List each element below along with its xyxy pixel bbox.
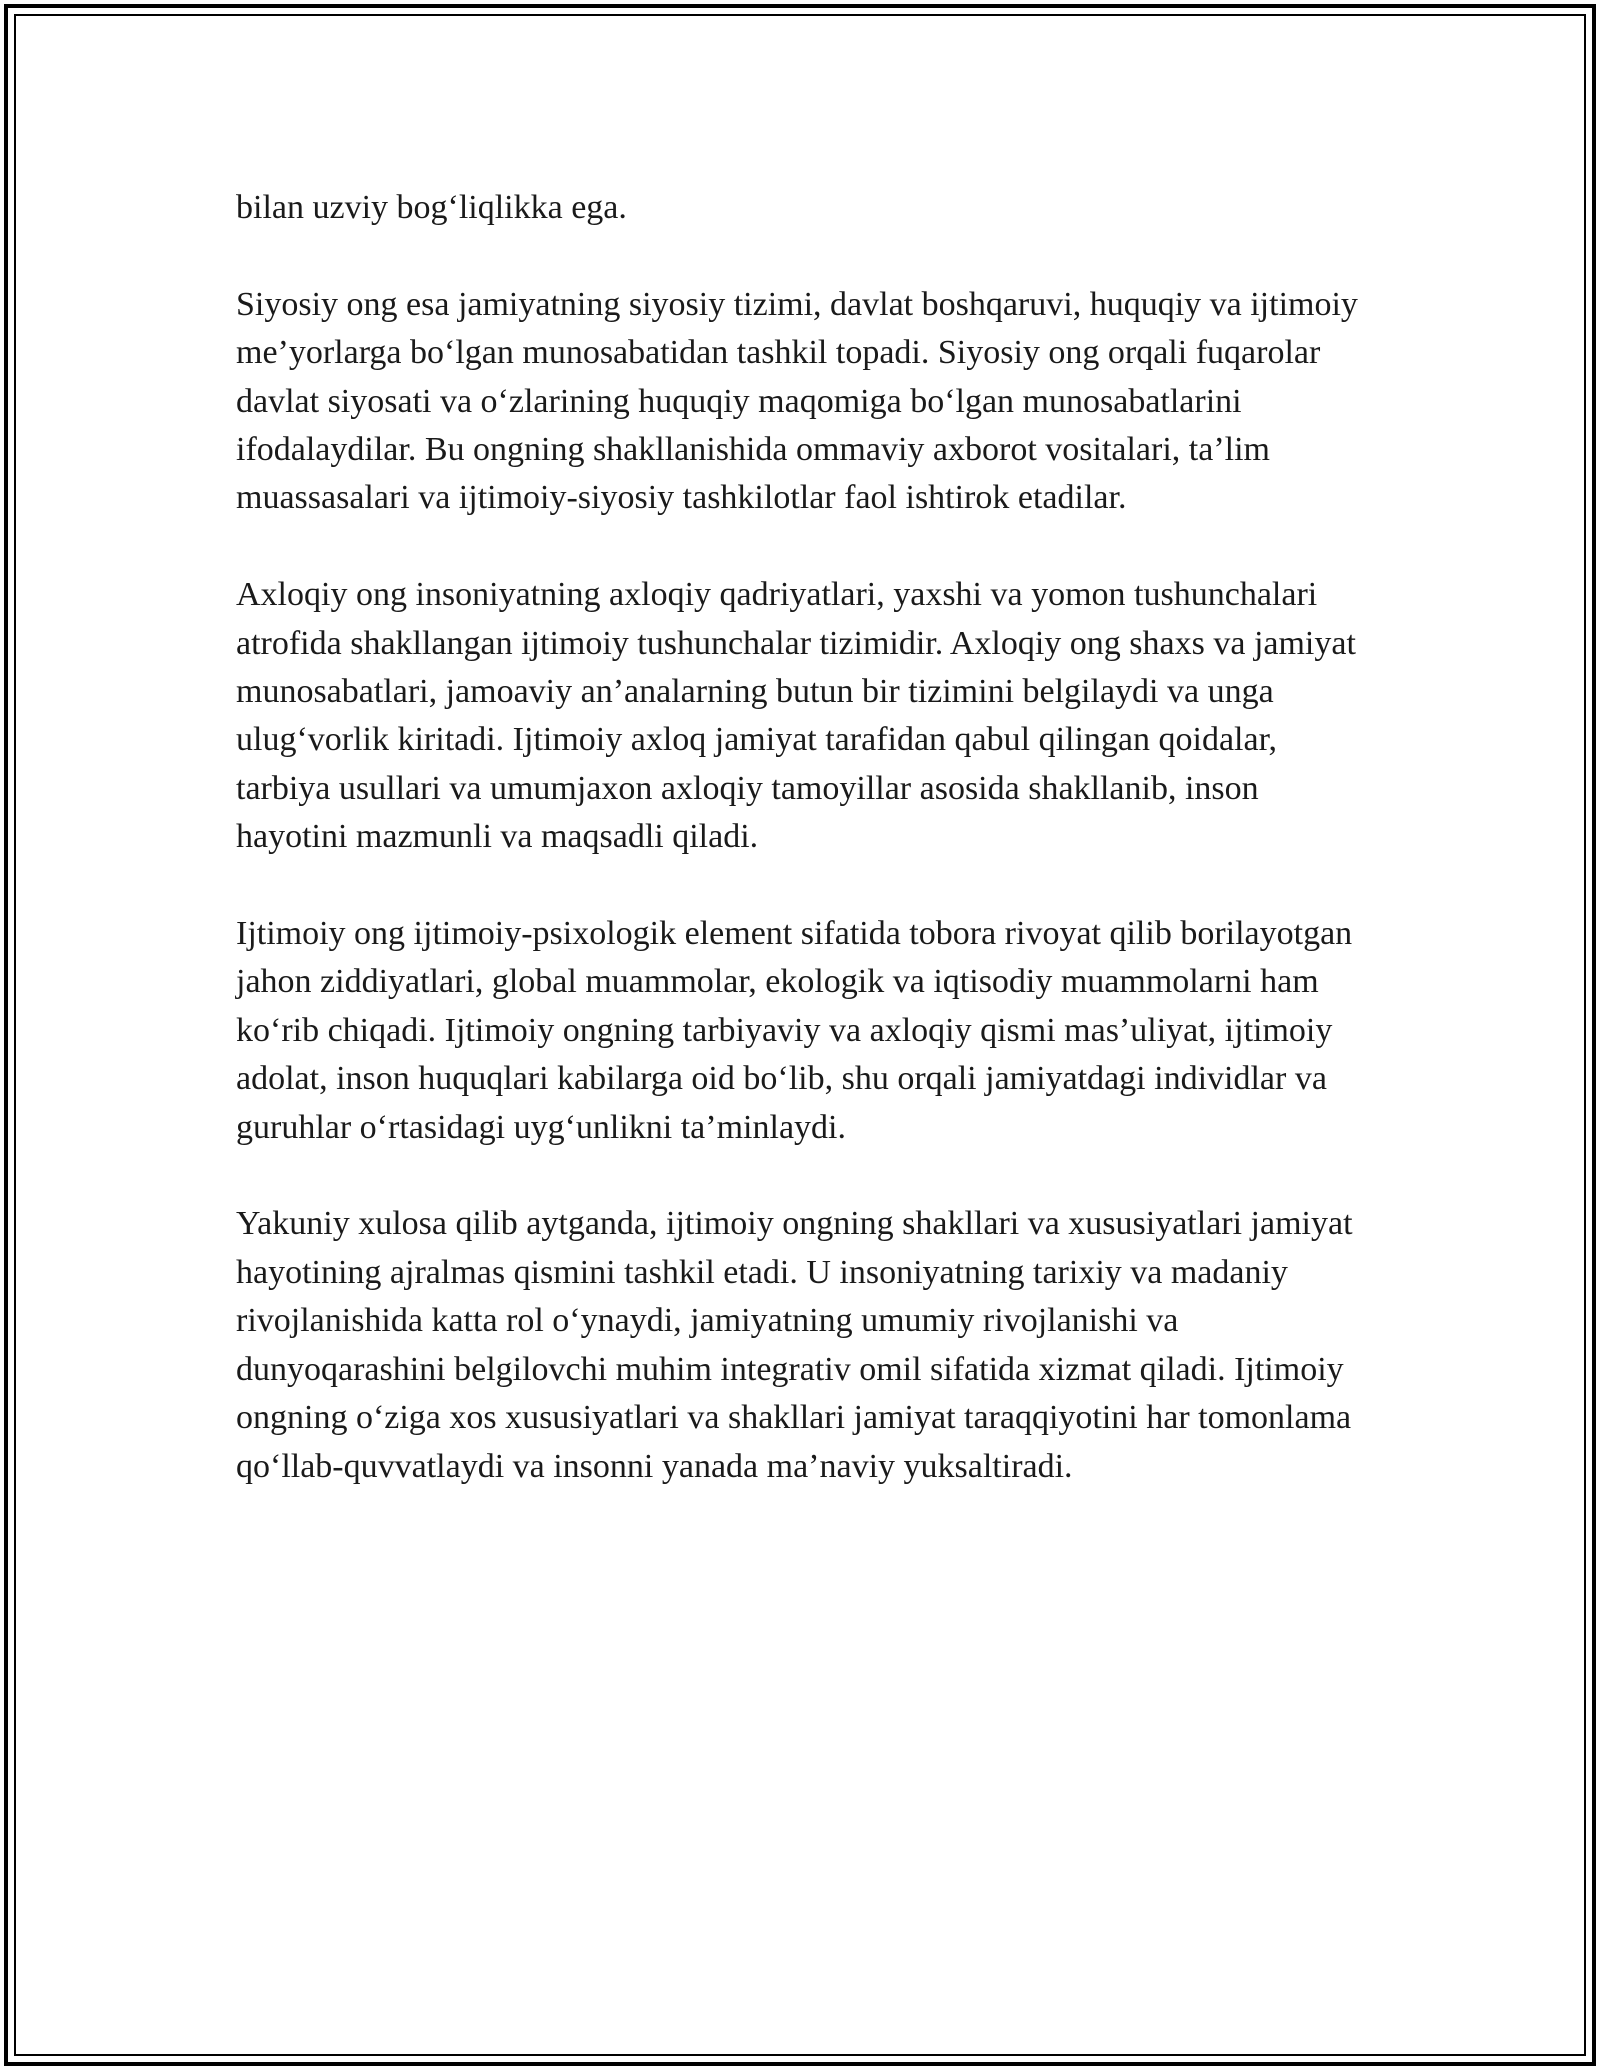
- paragraph-social-psychological: Ijtimoiy ong ijtimoiy-psixologik element sifatida tobora rivoyat qilib borilayotgan jahon ziddiyatlari, global muammolar, ekologik va iqtisodiy muammolarni ham ko‘rib chiqadi. Ijtimoiy ongning tarbiyaviy va axloqiy qismi mas’uliyat, ijtimoiy adolat, inson huquqlari kabilarga oid bo‘lib, shu orqali jamiyatdagi individlar va guruhlar o‘rtasidagi uyg‘unlikni ta’minlaydi.: [236, 915, 1353, 1146]
- paragraph-continuation: bilan uzviy bog‘liqlikka ega.: [236, 189, 627, 226]
- paragraph-conclusion: Yakuniy xulosa qilib aytganda, ijtimoiy ongning shakllari va xususiyatlari jamiyat hayotining ajralmas qismini tashkil etadi. U insoniyatning tarixiy va madaniy rivojlanishida katta rol o‘ynaydi, jamiyatning umumiy rivojlanishi va dunyoqarashini belgilovchi muhim integrativ omil sifatida xizmat qiladi. Ijtimoiy ongning o‘ziga xos xususiyatlari va shakllari jamiyat taraqqiyotini har tomonlama qo‘llab-quvvatlaydi va insonni yanada ma’naviy yuksaltiradi.: [236, 1205, 1353, 1485]
- paragraph-political-consciousness: Siyosiy ong esa jamiyatning siyosiy tizimi, davlat boshqaruvi, huquqiy va ijtimoiy me’yorlarga bo‘lgan munosabatidan tashkil topadi. Siyosiy ong orqali fuqarolar davlat siyosati va o‘zlarining huquqiy maqomiga bo‘lgan munosabatlarini ifodalaydilar. Bu ongning shakllanishida ommaviy axborot vositalari, ta’lim muassasalari va ijtimoiy-siyosiy tashkilotlar faol ishtirok etadilar.: [236, 285, 1358, 517]
- document-body: [236, 184, 1376, 1491]
- paragraph-moral-consciousness: Axloqiy ong insoniyatning axloqiy qadriyatlari, yaxshi va yomon tushunchalari atrofida shakllangan ijtimoiy tushunchalar tizimidir. Axloqiy ong shaxs va jamiyat munosabatlari, jamoaviy an’analarning butun bir tizimini belgilaydi va unga ulug‘vorlik kiritadi. Ijtimoiy axloq jamiyat tarafidan qabul qilingan qoidalar, tarbiya usullari va umumjaxon axloqiy tamoyillar asosida shakllanib, inson hayotini mazmunli va maqsadli qiladi.: [236, 576, 1356, 856]
